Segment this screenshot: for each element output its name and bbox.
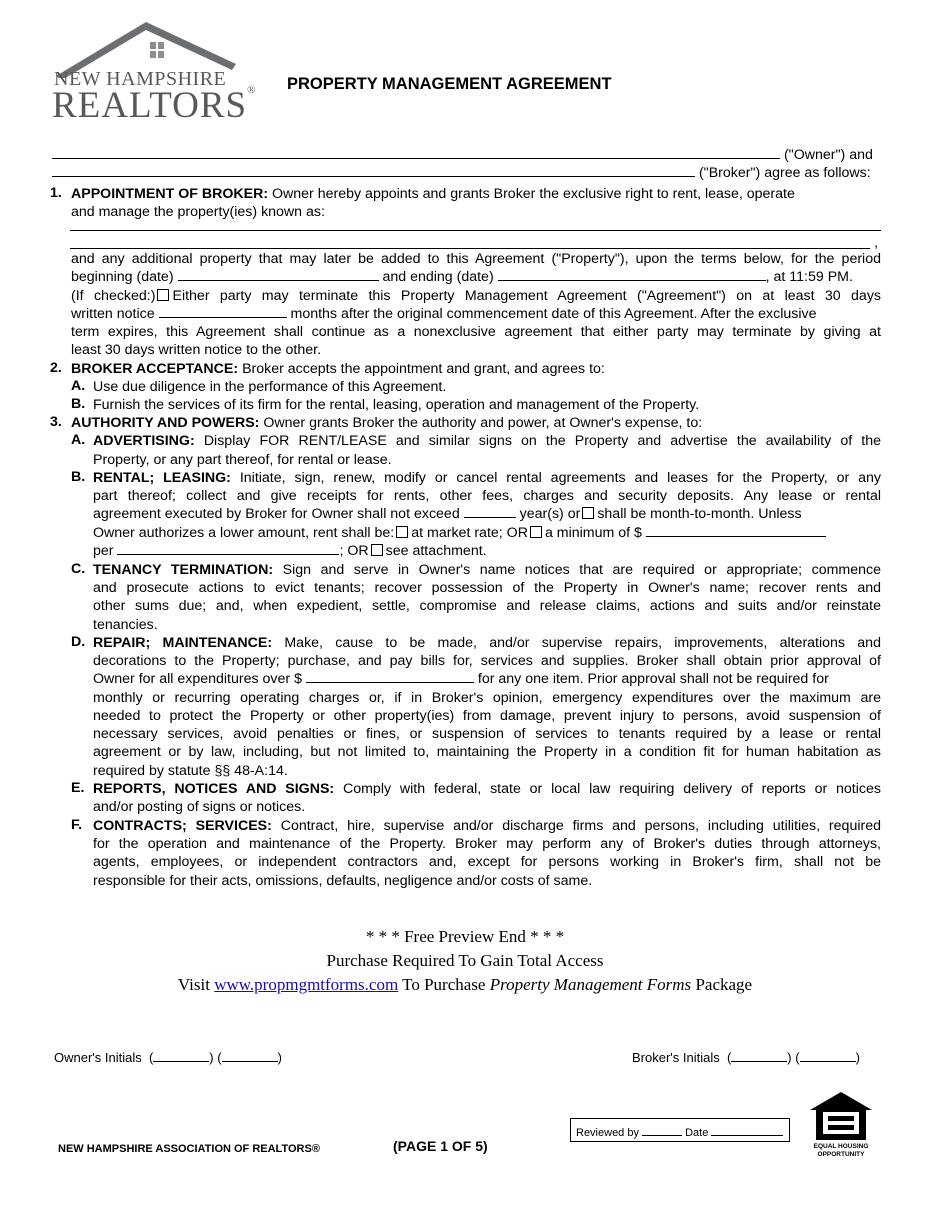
s3-b-line3 — [93, 505, 881, 523]
broker-line — [52, 164, 871, 182]
s3-d-line8: required by statute §§ 48-A:14. — [93, 763, 288, 779]
ending-date-field[interactable] — [498, 268, 766, 281]
beginning-date-field[interactable] — [178, 268, 379, 281]
reviewed-date-label: Date — [685, 1127, 709, 1139]
or-label: ; OR — [339, 543, 369, 559]
owner-initials-field-1[interactable] — [153, 1051, 209, 1062]
s3-f-line1 — [93, 817, 881, 835]
propmgmtforms-link[interactable]: www.propmgmtforms.com — [214, 975, 399, 994]
page-number: (PAGE 1 OF 5) — [393, 1138, 488, 1154]
s3-b-line1 — [93, 469, 881, 487]
s3-d-line2: decorations to the Property; purchase, and pay bills for, services and supplies. Broker shall obtain prior approval of — [93, 653, 881, 669]
package-name: Property Management Forms — [489, 975, 692, 994]
s3-d-label: D. — [71, 634, 86, 650]
eho-line2: OPPORTUNITY — [817, 1151, 865, 1158]
s1-line7: term expires, this Agreement shall continue as a nonexclusive agreement that either party may terminate by giving at — [71, 324, 881, 340]
s3-line1 — [71, 414, 702, 432]
per-label: per — [93, 543, 114, 559]
end-time-label: , at 11:59 PM. — [765, 269, 853, 285]
s3-text: Owner grants Broker the authority and power, at Owner's expense, to: — [263, 415, 703, 431]
s3-f-heading: CONTRACTS; SERVICES: — [93, 818, 272, 834]
s3-c-line4: tenancies. — [93, 617, 158, 633]
s3-b-label: B. — [71, 469, 86, 485]
s2-a-label: A. — [71, 378, 86, 394]
market-rate-checkbox[interactable] — [396, 526, 408, 538]
rent-period-field[interactable] — [117, 542, 339, 555]
beginning-label: beginning (date) — [71, 269, 174, 285]
broker-initials-field-2[interactable] — [800, 1051, 856, 1062]
s3-f-label: F. — [71, 817, 83, 833]
owner-initials-field-2[interactable] — [222, 1051, 278, 1062]
terminate-checkbox[interactable] — [157, 289, 169, 301]
market-rate-text: at market rate; OR — [411, 525, 528, 541]
logo-realtors: REALTORS — [52, 85, 248, 126]
equal-housing-logo — [808, 1090, 874, 1160]
property-address-field-2[interactable] — [70, 236, 870, 249]
s3-e-line1 — [93, 780, 881, 798]
section-2-number: 2. — [50, 360, 62, 376]
broker-initials-field-1[interactable] — [731, 1051, 787, 1062]
s1-line1 — [71, 185, 795, 203]
reviewed-box — [570, 1118, 790, 1142]
s3-c-label: C. — [71, 561, 86, 577]
years-label: year(s) or — [519, 506, 581, 522]
owner-suffix: ("Owner") and — [783, 147, 873, 163]
s1-line3: and any additional property that may later be added to this Agreement ("Property"), upon the terms below, for the period — [71, 251, 881, 267]
s3-f-line2: for the operation and maintenance of the Property. Broker may perform any of Broker's duties through attorneys, — [93, 836, 881, 852]
s3-d-text1: Make, cause to be made, and/or supervise repairs, improvements, alterations and — [284, 635, 881, 651]
equal-housing-icon — [808, 1090, 874, 1142]
broker-initials: Broker's Initials ( ) ( ) — [632, 1050, 860, 1065]
month-to-month-text: shall be month-to-month. Unless — [597, 506, 802, 522]
eho-line1: EQUAL HOUSING — [813, 1143, 869, 1150]
expenditure-text: for any one item. Prior approval shall not be required for — [477, 671, 829, 687]
owner-name-field[interactable] — [52, 146, 780, 159]
s1-line5 — [71, 287, 881, 305]
s3-c-heading: TENANCY TERMINATION: — [93, 562, 274, 578]
written-notice-label: written notice — [71, 306, 155, 322]
property-address-field-1[interactable] — [70, 218, 881, 231]
broker-name-field[interactable] — [52, 164, 695, 177]
s1-line8: least 30 days written notice to the other. — [71, 342, 322, 358]
s1-line2: and manage the property(ies) known as: — [71, 204, 325, 220]
s2-heading: BROKER ACCEPTANCE: — [71, 361, 239, 377]
minimum-rent-text: a minimum of $ — [544, 525, 642, 541]
months-text: months after the original commencement date of this Agreement. After the exclusive — [290, 306, 817, 322]
s3-e-label: E. — [71, 780, 85, 796]
logo-registered: ® — [247, 84, 257, 96]
s3-f-line3: agents, employees, or independent contractors and, except for persons working in Broker's firm, shall not be — [93, 854, 881, 870]
months-field[interactable] — [159, 305, 287, 318]
s3-a-line2: Property, or any part thereof, for rental or lease. — [93, 452, 392, 468]
s3-d-line6: necessary services, avoid penalties or fines, or suspension of services to tenants required by a lease or rental — [93, 726, 881, 742]
s3-d-line7: agreement or by law, including, but not limited to, maintaining the Property in a condition fit for human habitation as — [93, 744, 881, 760]
preview-end-line: * * * Free Preview End * * * — [365, 927, 565, 946]
s2-b-text: Furnish the services of its firm for the rental, leasing, operation and management of the Property. — [93, 397, 700, 413]
s3-b-heading: RENTAL; LEASING: — [93, 470, 231, 486]
s3-b-line2: part thereof; collect and give receipts for rents, other fees, charges and security deposits. Any lease or rental — [93, 488, 881, 504]
expenditure-label: Owner for all expenditures over $ — [93, 671, 302, 687]
to-purchase-text: To Purchase — [402, 975, 486, 994]
visit-text: Visit — [177, 975, 210, 994]
ending-label: and ending (date) — [382, 269, 494, 285]
s3-heading: AUTHORITY AND POWERS: — [71, 415, 260, 431]
rent-label: Owner authorizes a lower amount, rent shall be: — [93, 525, 395, 541]
s3-d-line4: monthly or recurring operating charges or, if in Broker's opinion, emergency expenditures over the maximum are — [93, 690, 881, 706]
realtors-logo — [50, 18, 257, 126]
s3-a-label: A. — [71, 432, 86, 448]
s3-b-text1: Initiate, sign, renew, modify or cancel rental agreements and leases for the Property, or any — [239, 470, 881, 486]
s3-e-line2: and/or posting of signs or notices. — [93, 799, 306, 815]
reviewed-date-field[interactable] — [711, 1126, 783, 1136]
s2-b-label: B. — [71, 396, 86, 412]
reviewed-by-label: Reviewed by — [576, 1127, 639, 1139]
s3-b-line4 — [93, 524, 881, 542]
s3-f-text1: Contract, hire, supervise and/or discharge firms and persons, including utilities, required — [280, 818, 881, 834]
package-text: Package — [695, 975, 753, 994]
reviewed-by-field[interactable] — [642, 1126, 682, 1136]
s1-line4 — [71, 268, 881, 286]
if-checked-label: (If checked:) — [71, 288, 156, 304]
s3-c-line1 — [93, 561, 881, 579]
minimum-rent-checkbox[interactable] — [530, 526, 542, 538]
s3-d-line5: needed to protect the Property or other property(ies) from damage, prevent injury to persons, avoid suspension of — [93, 708, 881, 724]
logo-line1: NEW HAMPSHIRE — [54, 68, 227, 90]
max-expenditure-field[interactable] — [306, 670, 474, 683]
s3-c-text1: Sign and serve in Owner's name notices that are required or appropriate; commence — [282, 562, 881, 578]
s1-comma: , — [874, 235, 878, 251]
s3-c-line3: other sums due; and, when expedient, settle, compromise and release claims, actions and suits and/or reinstate — [93, 598, 881, 614]
s2-text: Broker accepts the appointment and grant, and agrees to: — [242, 361, 605, 377]
s3-b-line5 — [93, 542, 487, 560]
s1-line6 — [71, 305, 881, 323]
s3-f-line4: responsible for their acts, omissions, defaults, negligence and/or costs of same. — [93, 873, 593, 889]
terminate-text: Either party may terminate this Property Management Agreement ("Agreement") on at least 30 days — [172, 288, 882, 304]
lease-years-field[interactable] — [464, 505, 516, 518]
s3-d-line3 — [93, 670, 881, 688]
document-title: PROPERTY MANAGEMENT AGREEMENT — [287, 75, 612, 93]
s1-text1: Owner hereby appoints and grants Broker the exclusive right to rent, lease, operate — [272, 186, 795, 202]
s3-a-heading: ADVERTISING: — [93, 433, 195, 449]
broker-suffix: ("Broker") agree as follows: — [698, 165, 871, 181]
s2-a-text: Use due diligence in the performance of this Agreement. — [93, 379, 447, 395]
minimum-rent-field[interactable] — [646, 524, 826, 537]
s3-e-heading: REPORTS, NOTICES AND SIGNS: — [93, 781, 335, 797]
visit-line — [0, 975, 930, 995]
association-name: NEW HAMPSHIRE ASSOCIATION OF REALTORS® — [58, 1143, 320, 1155]
section-1-number: 1. — [50, 185, 62, 201]
lease-term-label: agreement executed by Broker for Owner shall not exceed — [93, 506, 460, 522]
see-attachment-checkbox[interactable] — [371, 544, 383, 556]
purchase-required-line: Purchase Required To Gain Total Access — [326, 951, 604, 970]
section-3-number: 3. — [50, 414, 62, 430]
s1-heading: APPOINTMENT OF BROKER: — [71, 186, 269, 202]
owner-initials: Owner's Initials ( ) ( ) — [54, 1050, 282, 1065]
s2-line1 — [71, 360, 605, 378]
s3-d-heading: REPAIR; MAINTENANCE: — [93, 635, 273, 651]
s3-c-line2: and prosecute actions to evict tenants; recover possession of the Property in Owner's name; recover rents and — [93, 580, 881, 596]
logo-line2 — [52, 84, 256, 127]
owner-initials-label: Owner's Initials — [54, 1050, 142, 1065]
month-to-month-checkbox[interactable] — [582, 507, 594, 519]
s3-d-line1 — [93, 634, 881, 652]
broker-initials-label: Broker's Initials — [632, 1050, 720, 1065]
s3-e-text1: Comply with federal, state or local law requiring delivery of reports or notices — [342, 781, 881, 797]
s3-a-text1: Display FOR RENT/LEASE and similar signs on the Property and advertise the availability of the — [203, 433, 881, 449]
see-attachment-text: see attachment. — [385, 543, 487, 559]
s3-a-line1 — [93, 432, 881, 450]
owner-line — [52, 146, 873, 164]
